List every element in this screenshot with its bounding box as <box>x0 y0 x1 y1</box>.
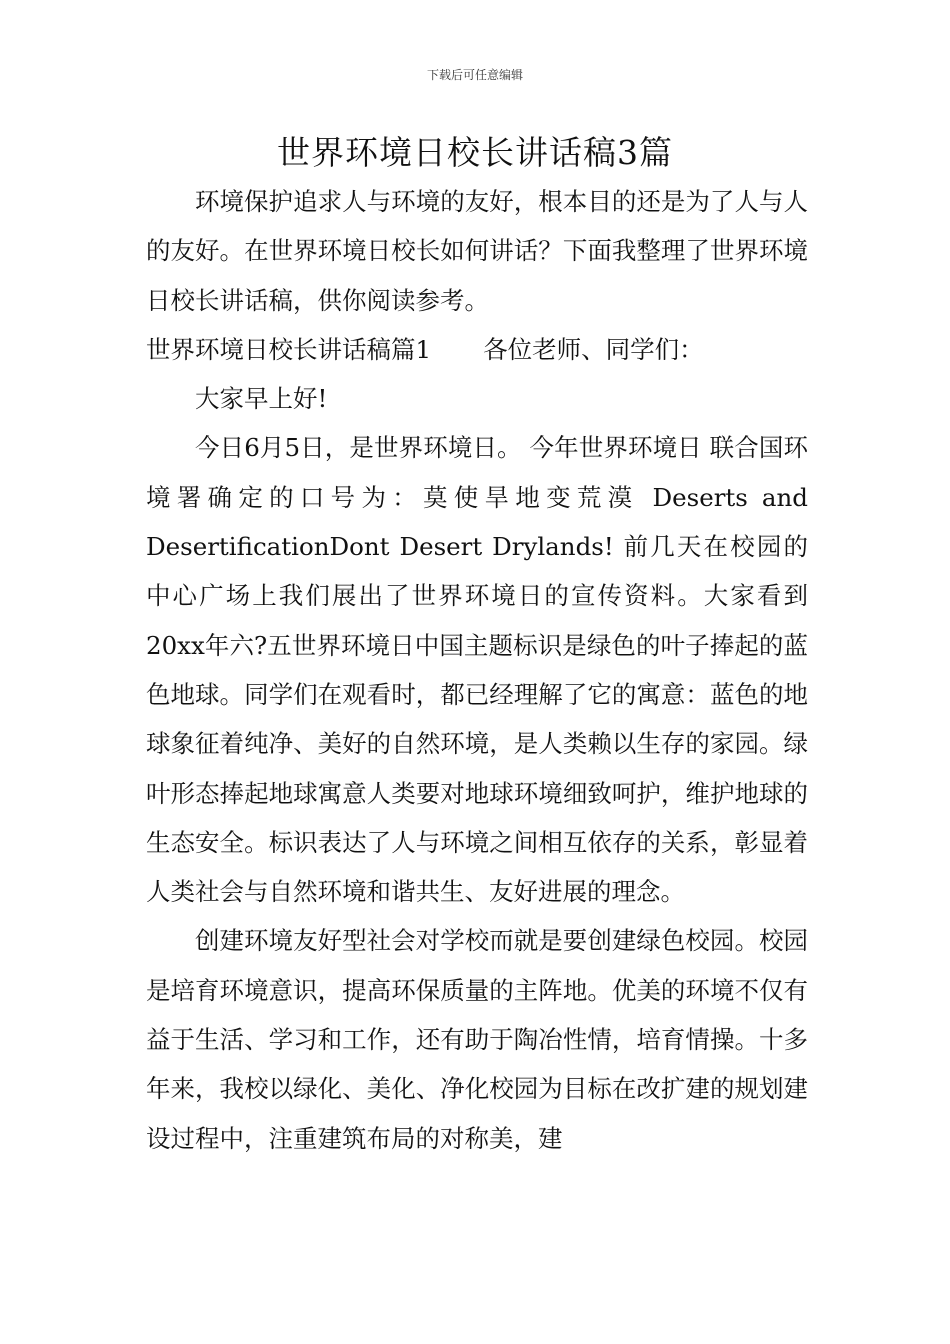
greeting-paragraph: 大家早上好! <box>195 384 328 414</box>
body-paragraph-1: 今日6月5日，是世界环境日。 今年世界环境日 联合国环境署确定的口号为：莫使旱地变荒漠 Deserts and DesertificationDont Desert Drylands! 前几天在校园的中心广场上我们展出了世界环境日的宣传资料。大家看到20xx年六?五世界环境日中国主题标识是绿色的叶子捧起的蓝色地球。同学们在观看时，都已经理解了它的寓意：蓝色的地球象征着纯净、美好的自然环境，是人类赖以生存的家园。绿叶形态捧起地球寓意人类要对地球环境细致呵护，维护地球的生态安全。标识表达了人与环境之间相互依存的关系，彰显着人类社会与自然环境和谐共生、友好进展的理念。 <box>146 433 808 907</box>
header-note: 下载后可任意编辑 <box>426 68 523 82</box>
intro-paragraph: 环境保护追求人与环境的友好，根本目的还是为了人与人的友好。在世界环境日校长如何讲话？下面我整理了世界环境日校长讲话稿，供你阅读参考。 <box>146 187 808 315</box>
body-paragraph-2: 创建环境友好型社会对学校而就是要创建绿色校园。校园是培育环境意识，提高环保质量的主阵地。优美的环境不仅有益于生活、学习和工作，还有助于陶冶性情，培育情操。十多年来，我校以绿化、美化、净化校园为目标在改扩建的规划建设过程中，注重建筑布局的对称美，建 <box>146 926 808 1153</box>
document-title: 世界环境日校长讲话稿3篇 <box>277 133 673 172</box>
salutation: 各位老师、同学们： <box>483 334 704 364</box>
section-heading-line <box>146 325 808 374</box>
section-heading: 世界环境日校长讲话稿篇1 <box>146 334 432 364</box>
document-body <box>146 177 808 1163</box>
